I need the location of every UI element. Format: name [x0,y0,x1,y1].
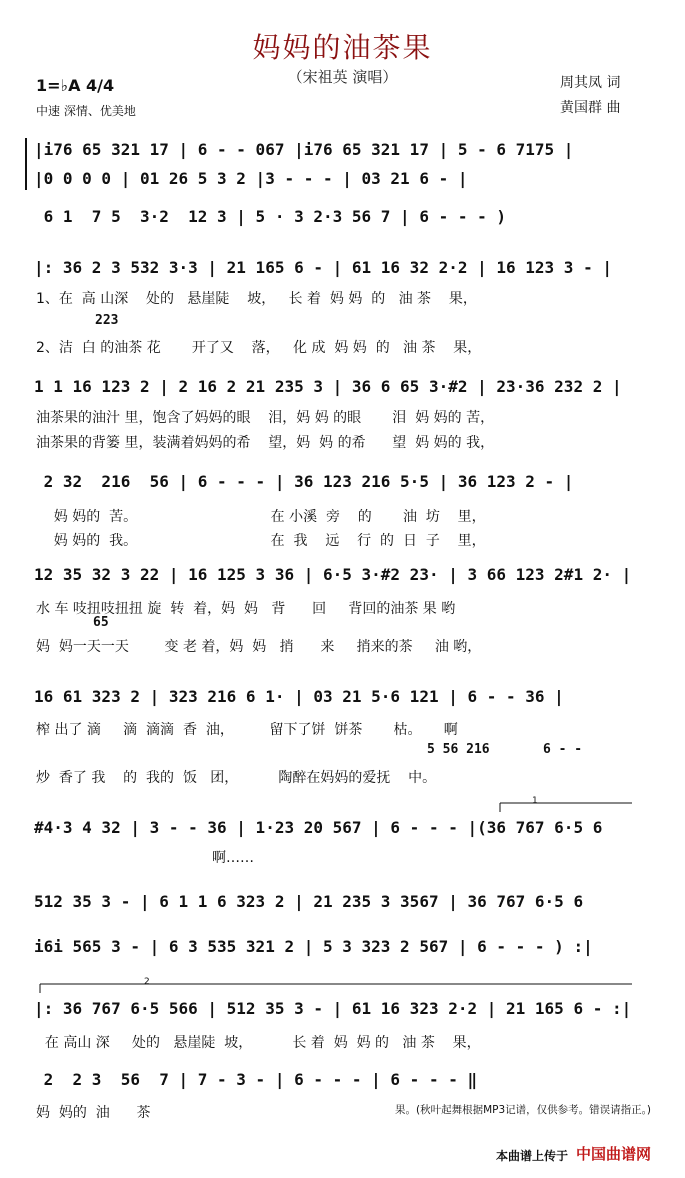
lyric-line: 妈 妈的 苦。 在 小溪 旁 的 油 坊 里， [36,509,486,525]
footer-note: 果。(秋叶起舞根据MP3记谱，仅供参考。错误请指正。) [395,1104,652,1116]
notation-row: 1 1 16 123 2 | 2 16 2 21 235 3 | 36 6 65 3·#2 | 23·36 232 2 | [34,377,622,396]
lyric-line: 在 高山 深 处的 悬崖陡 坡， 长 着 妈 妈 的 油 茶 果， [36,1035,481,1051]
lyric-line: 1、在 高 山深 处的 悬崖陡 坡， 长 着 妈 妈 的 油 茶 果， [36,291,477,307]
ending-label-2: 2 [144,977,150,987]
notation-row: 6 1 7 5 3·2 12 3 | 5 · 3 2·3 56 7 | 6 - - - ) [34,207,507,226]
notation-row: 2 32 216 56 | 6 - - - | 36 123 216 5·5 | 36 123 2 - | [34,472,574,491]
small-notation: 5 56 216 [427,742,490,757]
notation-row: 512 35 3 - | 6 1 1 6 323 2 | 21 235 3 3567 | 36 767 6·5 6 [34,892,584,911]
lyricist-credit: 周其凤 词 [560,75,621,91]
lyric-line: 水 车 吱扭吱扭扭 旋 转 着，妈 妈 背 回 背回的油茶 果 哟 [36,601,456,617]
lyric-line: 2、洁 白 的油茶 花 开了又 落， 化 成 妈 妈 的 油 茶 果， [36,340,482,356]
lyric-line: 榨 出了 滴 滴 滴滴 香 油， 留下了饼 饼茶 枯。 啊 [36,722,458,738]
small-notation: 6 - - [543,742,583,757]
lyric-line: 啊…… [212,850,254,866]
site-logo[interactable]: 中国曲谱网 [576,1145,652,1163]
lyric-line: 油茶果的背篓 里，装满着妈妈的希 望，妈 妈 的希 望 妈 妈的 我， [36,435,495,451]
notation-row: |i76 65 321 17 | 6 - - 067 |i76 65 321 17 | 5 - 6 7175 | [34,140,574,159]
notation-row: 16 61 323 2 | 323 216 6 1· | 03 21 5·6 121 | 6 - - 36 | [34,687,564,706]
lyric-line: 妈 妈的 我。 在 我 远 行 的 日 子 里， [36,533,486,549]
composer-credit: 黄国群 曲 [560,100,621,116]
lyric-line: 炒 香了 我 的 我的 饭 团， 陶醉在妈妈的爱抚 中。 [36,770,437,786]
lyric-line: 妈 妈的 油 茶 [36,1105,151,1121]
lyric-line: 妈 妈一天一天 变 老 着，妈 妈 捎 来 捎来的茶 油 哟， [36,639,482,655]
notation-row: |: 36 2 3 532 3·3 | 21 165 6 - | 61 16 32 2·2 | 16 123 3 - | [34,258,612,277]
tempo-marking: 中速 深情、优美地 [36,104,136,118]
ending-label-1: 1 [532,796,538,806]
singer-credit: （宋祖英 演唱） [287,68,398,86]
notation-row: 2 2 3 56 7 | 7 - 3 - | 6 - - - | 6 - - - ‖ [34,1070,478,1089]
small-notation: 65 [93,615,109,630]
notation-row: #4·3 4 32 | 3 - - 36 | 1·23 20 567 | 6 - - - |(36 767 6·5 6 [34,818,603,837]
notation-row: 12 35 32 3 22 | 16 125 3 36 | 6·5 3·#2 23· | 3 66 123 2#1 2· | [34,565,632,584]
small-notation: 223 [95,313,119,328]
song-title: 妈妈的油茶果 [252,31,433,64]
notation-row: |0 0 0 0 | 01 26 5 3 2 |3 - - - | 03 21 6 - | [34,169,468,188]
notation-row: |: 36 767 6·5 566 | 512 35 3 - | 61 16 323 2·2 | 21 165 6 - :| [34,999,632,1018]
uploader-text: 本曲谱上传于 [496,1149,569,1163]
notation-row: i6i 565 3 - | 6 3 535 321 2 | 5 3 323 2 567 | 6 - - - ) :| [34,937,593,956]
lyric-line: 油茶果的油汁 里，饱含了妈妈的眼 泪，妈 妈 的眼 泪 妈 妈的 苦， [36,410,495,426]
key-signature: 1=♭A 4/4 [36,76,115,95]
